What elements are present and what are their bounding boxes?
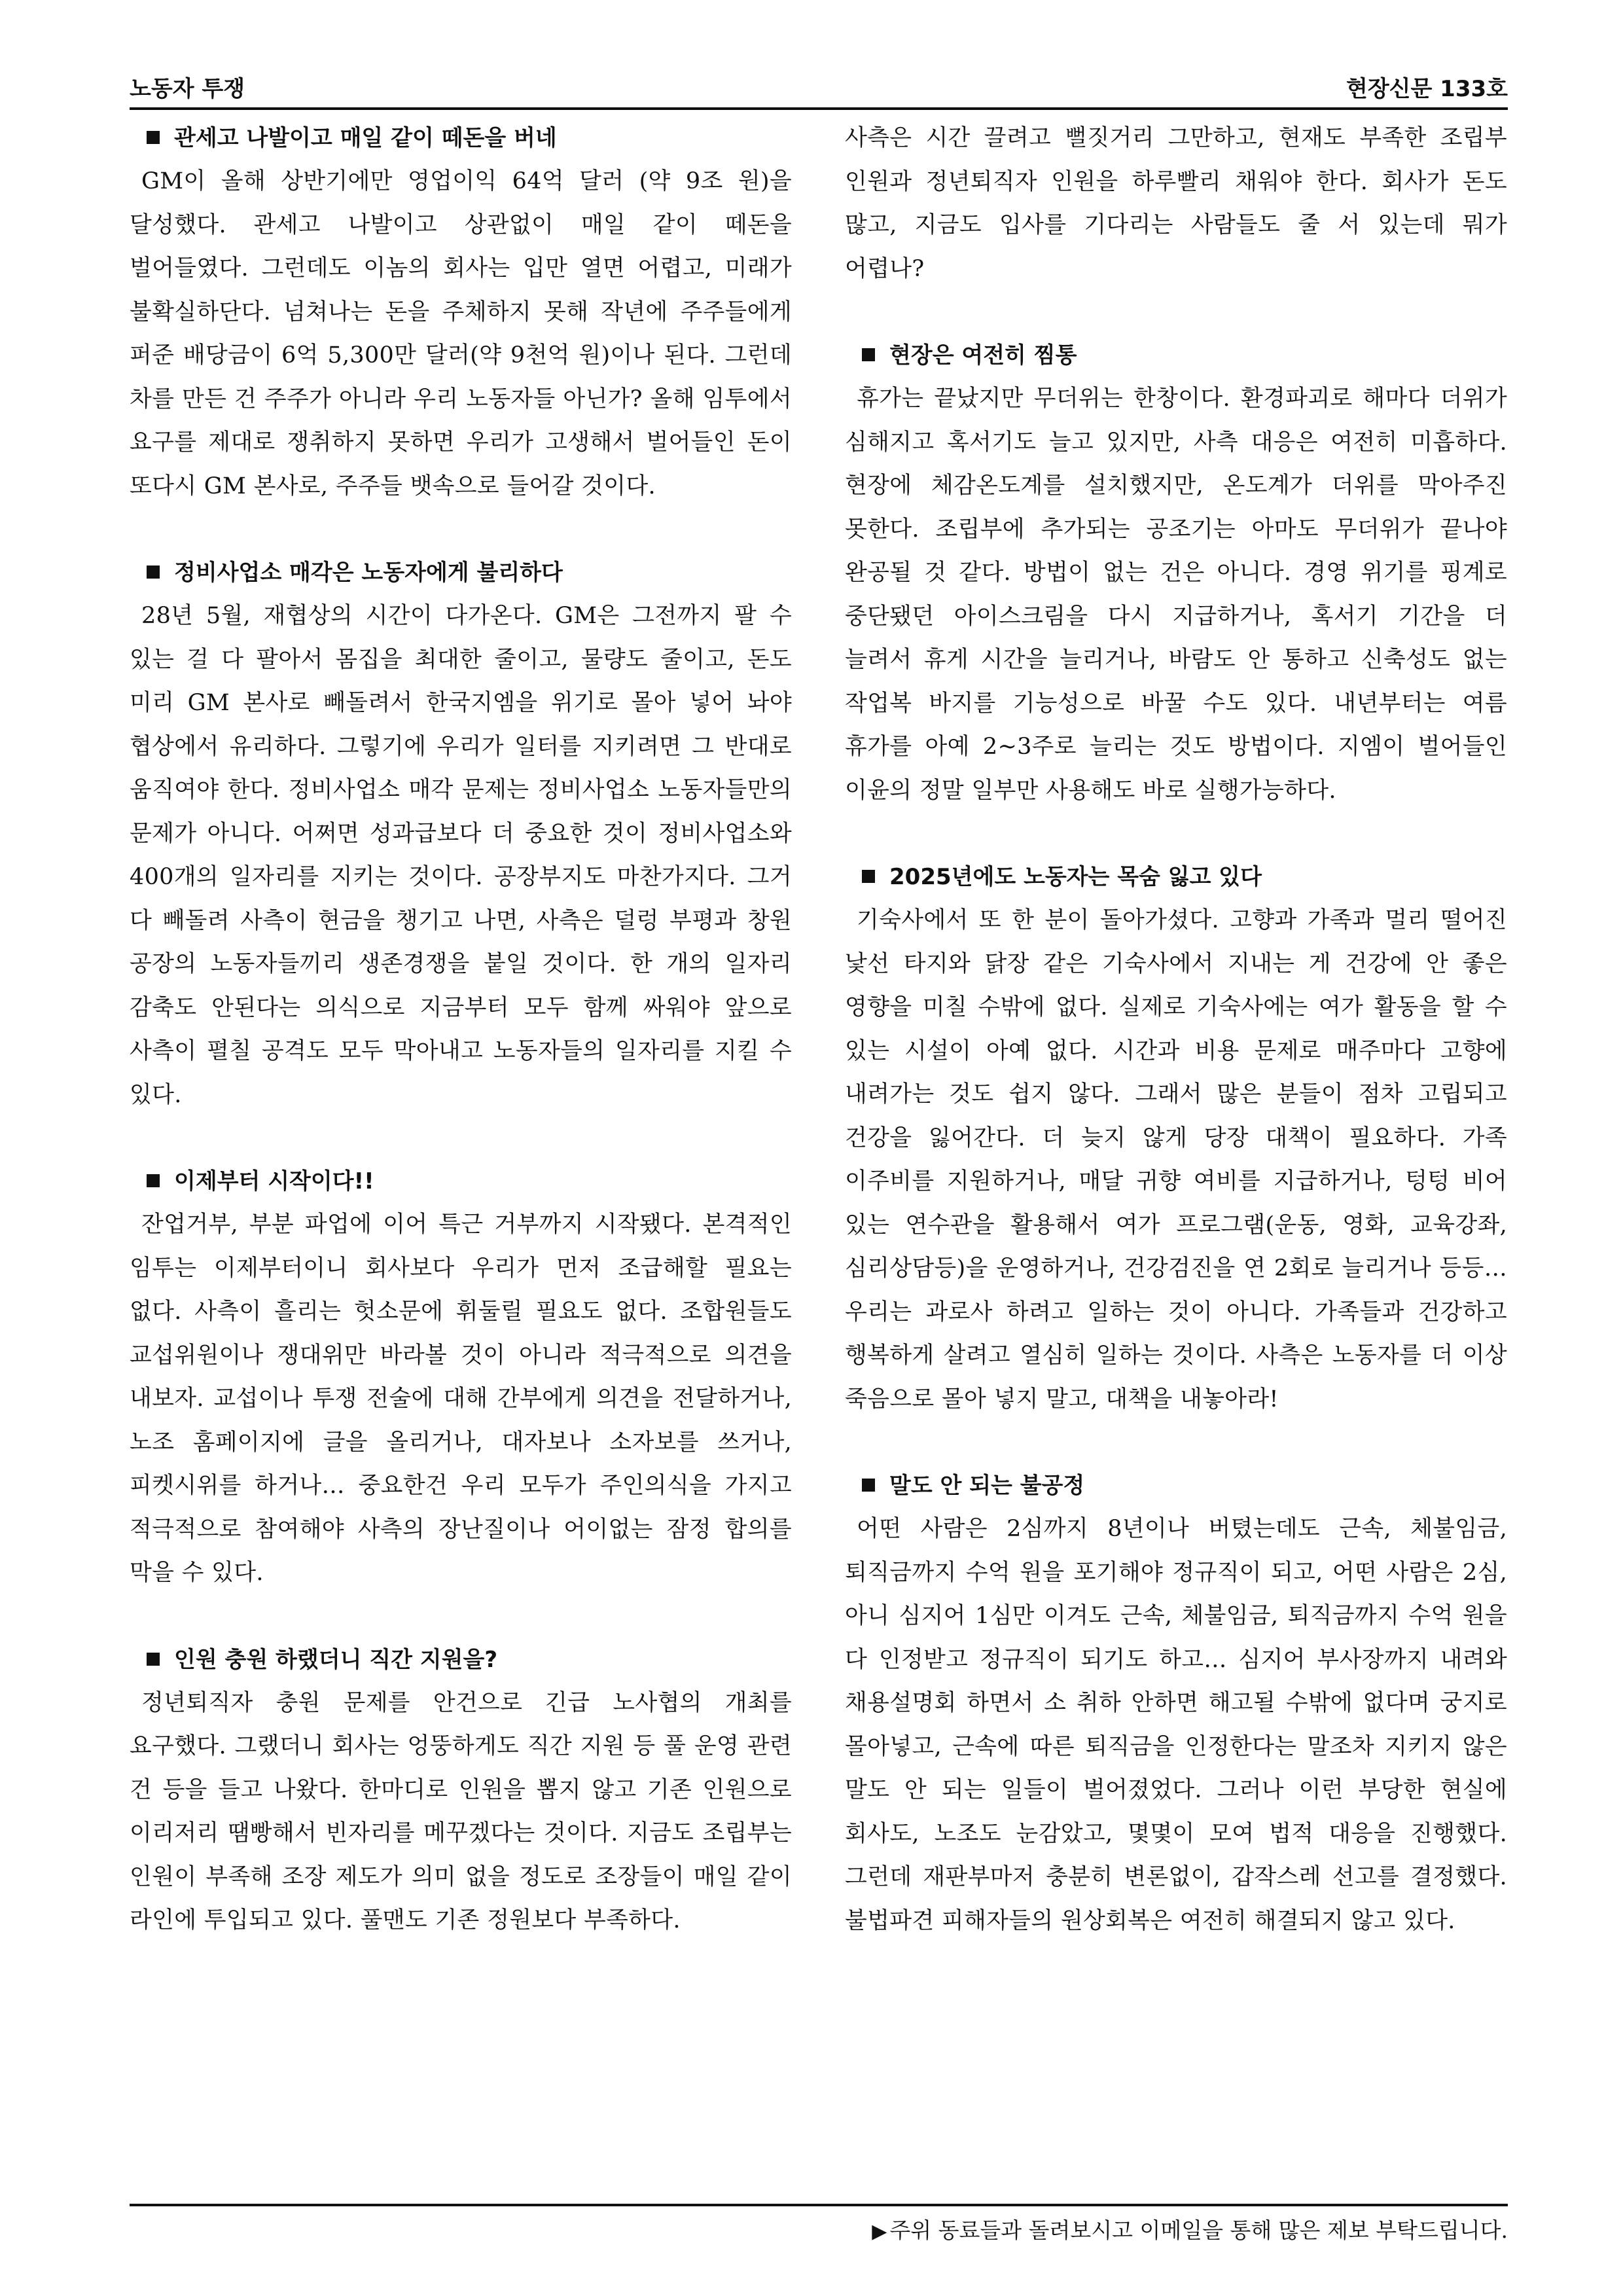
newsletter-page xyxy=(130,0,1508,2296)
left-column xyxy=(130,117,792,1943)
article-heading: 현장은 여전히 찜통 xyxy=(845,334,1507,377)
article-body: 28년 5월, 재협상의 시간이 다가온다. GM은 그전까지 팔 수 있는 걸 다 팔아서 몸집을 최대한 줄이고, 물량도 줄이고, 돈도 미리 GM 본사로 빼돌려서 한국지엠을 위기로 몰아 넣어 놔야 협상에서 유리하다. 그렇기에 우리가 일터를 지키려면 그 반대로 움직여야 한다. 정비사업소 매각 문제는 정비사업소 노동자들만의 문제가 아니다. 어쩌면 성과급보다 더 중요한 것이 정비사업소와 400개의 일자리를 지키는 것이다. 공장부지도 마찬가지다. 그거 다 빼돌려 사측이 현금을 챙기고 나면, 사측은 덜렁 부평과 창원 공장의 노동자들끼리 생존경쟁을 붙일 것이다. 한 개의 일자리 감축도 안된다는 의식으로 지금부터 모두 함께 싸워야 앞으로 사측이 펼칠 공격도 모두 막아내고 노동자들의 일자리를 지킬 수 있다. xyxy=(130,603,792,1108)
bullet-square-icon xyxy=(862,1479,875,1492)
article-heading: 2025년에도 노동자는 목숨 잃고 있다 xyxy=(845,855,1507,899)
bullet-square-icon xyxy=(147,565,160,579)
article-continuation xyxy=(845,117,1507,291)
right-triangle-icon: ▶ xyxy=(872,2220,887,2243)
article xyxy=(130,117,792,508)
article-body: 기숙사에서 또 한 분이 돌아가셨다. 고향과 가족과 멀리 떨어진 낯선 타지와 닭장 같은 기숙사에서 지내는 게 건강에 안 좋은 영향을 미칠 수밖에 없다. 실제로 기숙사에는 여가 활동을 할 수 있는 시설이 아예 없다. 시간과 비용 문제로 매주마다 고향에 내려가는 것도 쉽지 않다. 그래서 많은 분들이 점차 고립되고 건강을 잃어간다. 더 늦지 않게 당장 대책이 필요하다. 가족 이주비를 지원하거나, 매달 귀향 여비를 지급하거나, 텅텅 비어 있는 연수관을 활용해서 여가 프로그램(운동, 영화, 교육강좌, 심리상담등)을 운영하거나, 건강검진을 연 2회로 늘리거나 등등… 우리는 과로사 하려고 일하는 것이 아니다. 가족들과 건강하고 행복하게 살려고 열심히 일하는 것이다. 사측은 노동자를 더 이상 죽음으로 몰아 넣지 말고, 대책을 내놓아라! xyxy=(845,907,1507,1412)
bullet-square-icon xyxy=(147,1653,160,1666)
article-heading: 인원 충원 하랬더니 직간 지원을? xyxy=(130,1638,792,1681)
article-body: GM이 올해 상반기에만 영업이익 64억 달러 (약 9조 원)을 달성했다. 관세고 나발이고 상관없이 매일 같이 떼돈을 벌어들였다. 그런데도 이놈의 회사는 입만 열면 어렵고, 미래가 불확실하단다. 넘쳐나는 돈을 주체하지 못해 작년에 주주들에게 퍼준 배당금이 6억 5,300만 달러(약 9천억 원)이나 된다. 그런데 차를 만든 건 주주가 아니라 우리 노동자들 아닌가? 올해 임투에서 요구를 제대로 쟁취하지 못하면 우리가 고생해서 벌어들인 돈이 또다시 GM 본사로, 주주들 뱃속으로 들어갈 것이다. xyxy=(130,168,792,499)
bullet-square-icon xyxy=(862,348,875,361)
issue-number: 현장신문 133호 xyxy=(1346,76,1508,102)
article-heading: 이제부터 시작이다!! xyxy=(130,1160,792,1203)
article xyxy=(845,334,1507,812)
article-body: 휴가는 끝났지만 무더위는 한창이다. 환경파괴로 해마다 더위가 심해지고 혹서기도 늘고 있지만, 사측 대응은 여전히 미흡하다. 현장에 체감온도계를 설치했지만, 온도계가 더위를 막아주진 못한다. 조립부에 추가되는 공조기는 아마도 무더위가 끝나야 완공될 것 같다. 방법이 없는 건은 아니다. 경영 위기를 핑계로 중단됐던 아이스크림을 다시 지급하거나, 혹서기 기간을 더 늘려서 휴게 시간을 늘리거나, 바람도 안 통하고 신축성도 없는 작업복 바지를 기능성으로 바꿀 수도 있다. 내년부터는 여름 휴가를 아예 2~3주로 늘리는 것도 방법이다. 지엠이 벌어들인 이윤의 정말 일부만 사용해도 바로 실행가능하다. xyxy=(845,386,1507,804)
article-body: 잔업거부, 부분 파업에 이어 특근 거부까지 시작됐다. 본격적인 임투는 이제부터이니 회사보다 우리가 먼저 조급해할 필요는 없다. 사측이 흘리는 헛소문에 휘둘릴 필요도 없다. 조합원들도 교섭위원이나 쟁대위만 바라볼 것이 아니라 적극적으로 의견을 내보자. 교섭이나 투쟁 전술에 대해 간부에게 의견을 전달하거나, 노조 홈페이지에 글을 올리거나, 대자보나 소자보를 쓰거나, 피켓시위를 하거나… 중요한건 우리 모두가 주인의식을 가지고 적극적으로 참여해야 사측의 장난질이나 어이없는 잠정 합의를 막을 수 있다. xyxy=(130,1211,792,1586)
article xyxy=(130,1160,792,1595)
right-column xyxy=(845,117,1507,1943)
publication-name: 노동자 투쟁 xyxy=(130,76,245,102)
article-heading: 말도 안 되는 불공정 xyxy=(845,1464,1507,1507)
article-heading: 관세고 나발이고 매일 같이 떼돈을 버네 xyxy=(130,117,792,160)
page-header xyxy=(130,71,1508,107)
article-body: 어떤 사람은 2심까지 8년이나 버텼는데도 근속, 체불임금, 퇴직금까지 수억 원을 포기해야 정규직이 되고, 어떤 사람은 2심, 아니 심지어 1심만 이겨도 근속, 체불임금, 퇴직금까지 수억 원을 다 인정받고 정규직이 되기도 하고… 심지어 부사장까지 내려와 채용설명회 하면서 소 취하 안하면 해고될 수밖에 없다며 궁지로 몰아넣고, 근속에 따른 퇴직금을 인정한다는 말조차 지키지 않은 말도 안 되는 일들이 벌어졌었다. 그러나 이런 부당한 현실에 회사도, 노조도 눈감았고, 몇몇이 모여 법적 대응을 진행했다. 그런데 재판부마저 충분히 변론없이, 갑작스레 선고를 결정했다. 불법파견 피해자들의 원상회복은 여전히 해결되지 않고 있다. xyxy=(845,1516,1507,1934)
footer-rule xyxy=(130,2204,1508,2206)
footer-text: 주위 동료들과 돌려보시고 이메일을 통해 많은 제보 부탁드립니다. xyxy=(889,2217,1508,2243)
article xyxy=(130,1638,792,1943)
header-rule xyxy=(130,107,1508,110)
article xyxy=(845,1464,1507,1943)
article-heading: 정비사업소 매각은 노동자에게 불리하다 xyxy=(130,551,792,594)
bullet-square-icon xyxy=(147,131,160,144)
article-body: 사측은 시간 끌려고 뻘짓거리 그만하고, 현재도 부족한 조립부 인원과 정년퇴직자 인원을 하루빨리 채워야 한다. 회사가 돈도 많고, 지금도 입사를 기다리는 사람들도 줄 서 있는데 뭐가 어렵나? xyxy=(845,125,1507,282)
article-body: 정년퇴직자 충원 문제를 안건으로 긴급 노사협의 개최를 요구했다. 그랬더니 회사는 엉뚱하게도 직간 지원 등 풀 운영 관련 건 등을 들고 나왔다. 한마디로 인원을 뽑지 않고 기존 인원으로 이리저리 땜빵해서 빈자리를 메꾸겠다는 것이다. 지금도 조립부는 인원이 부족해 조장 제도가 의미 없을 정도로 조장들이 매일 같이 라인에 투입되고 있다. 풀맨도 기존 정원보다 부족하다. xyxy=(130,1689,792,1933)
article xyxy=(845,855,1507,1421)
bullet-square-icon xyxy=(862,870,875,883)
page-footer xyxy=(872,2214,1508,2244)
bullet-square-icon xyxy=(147,1174,160,1187)
article xyxy=(130,551,792,1117)
